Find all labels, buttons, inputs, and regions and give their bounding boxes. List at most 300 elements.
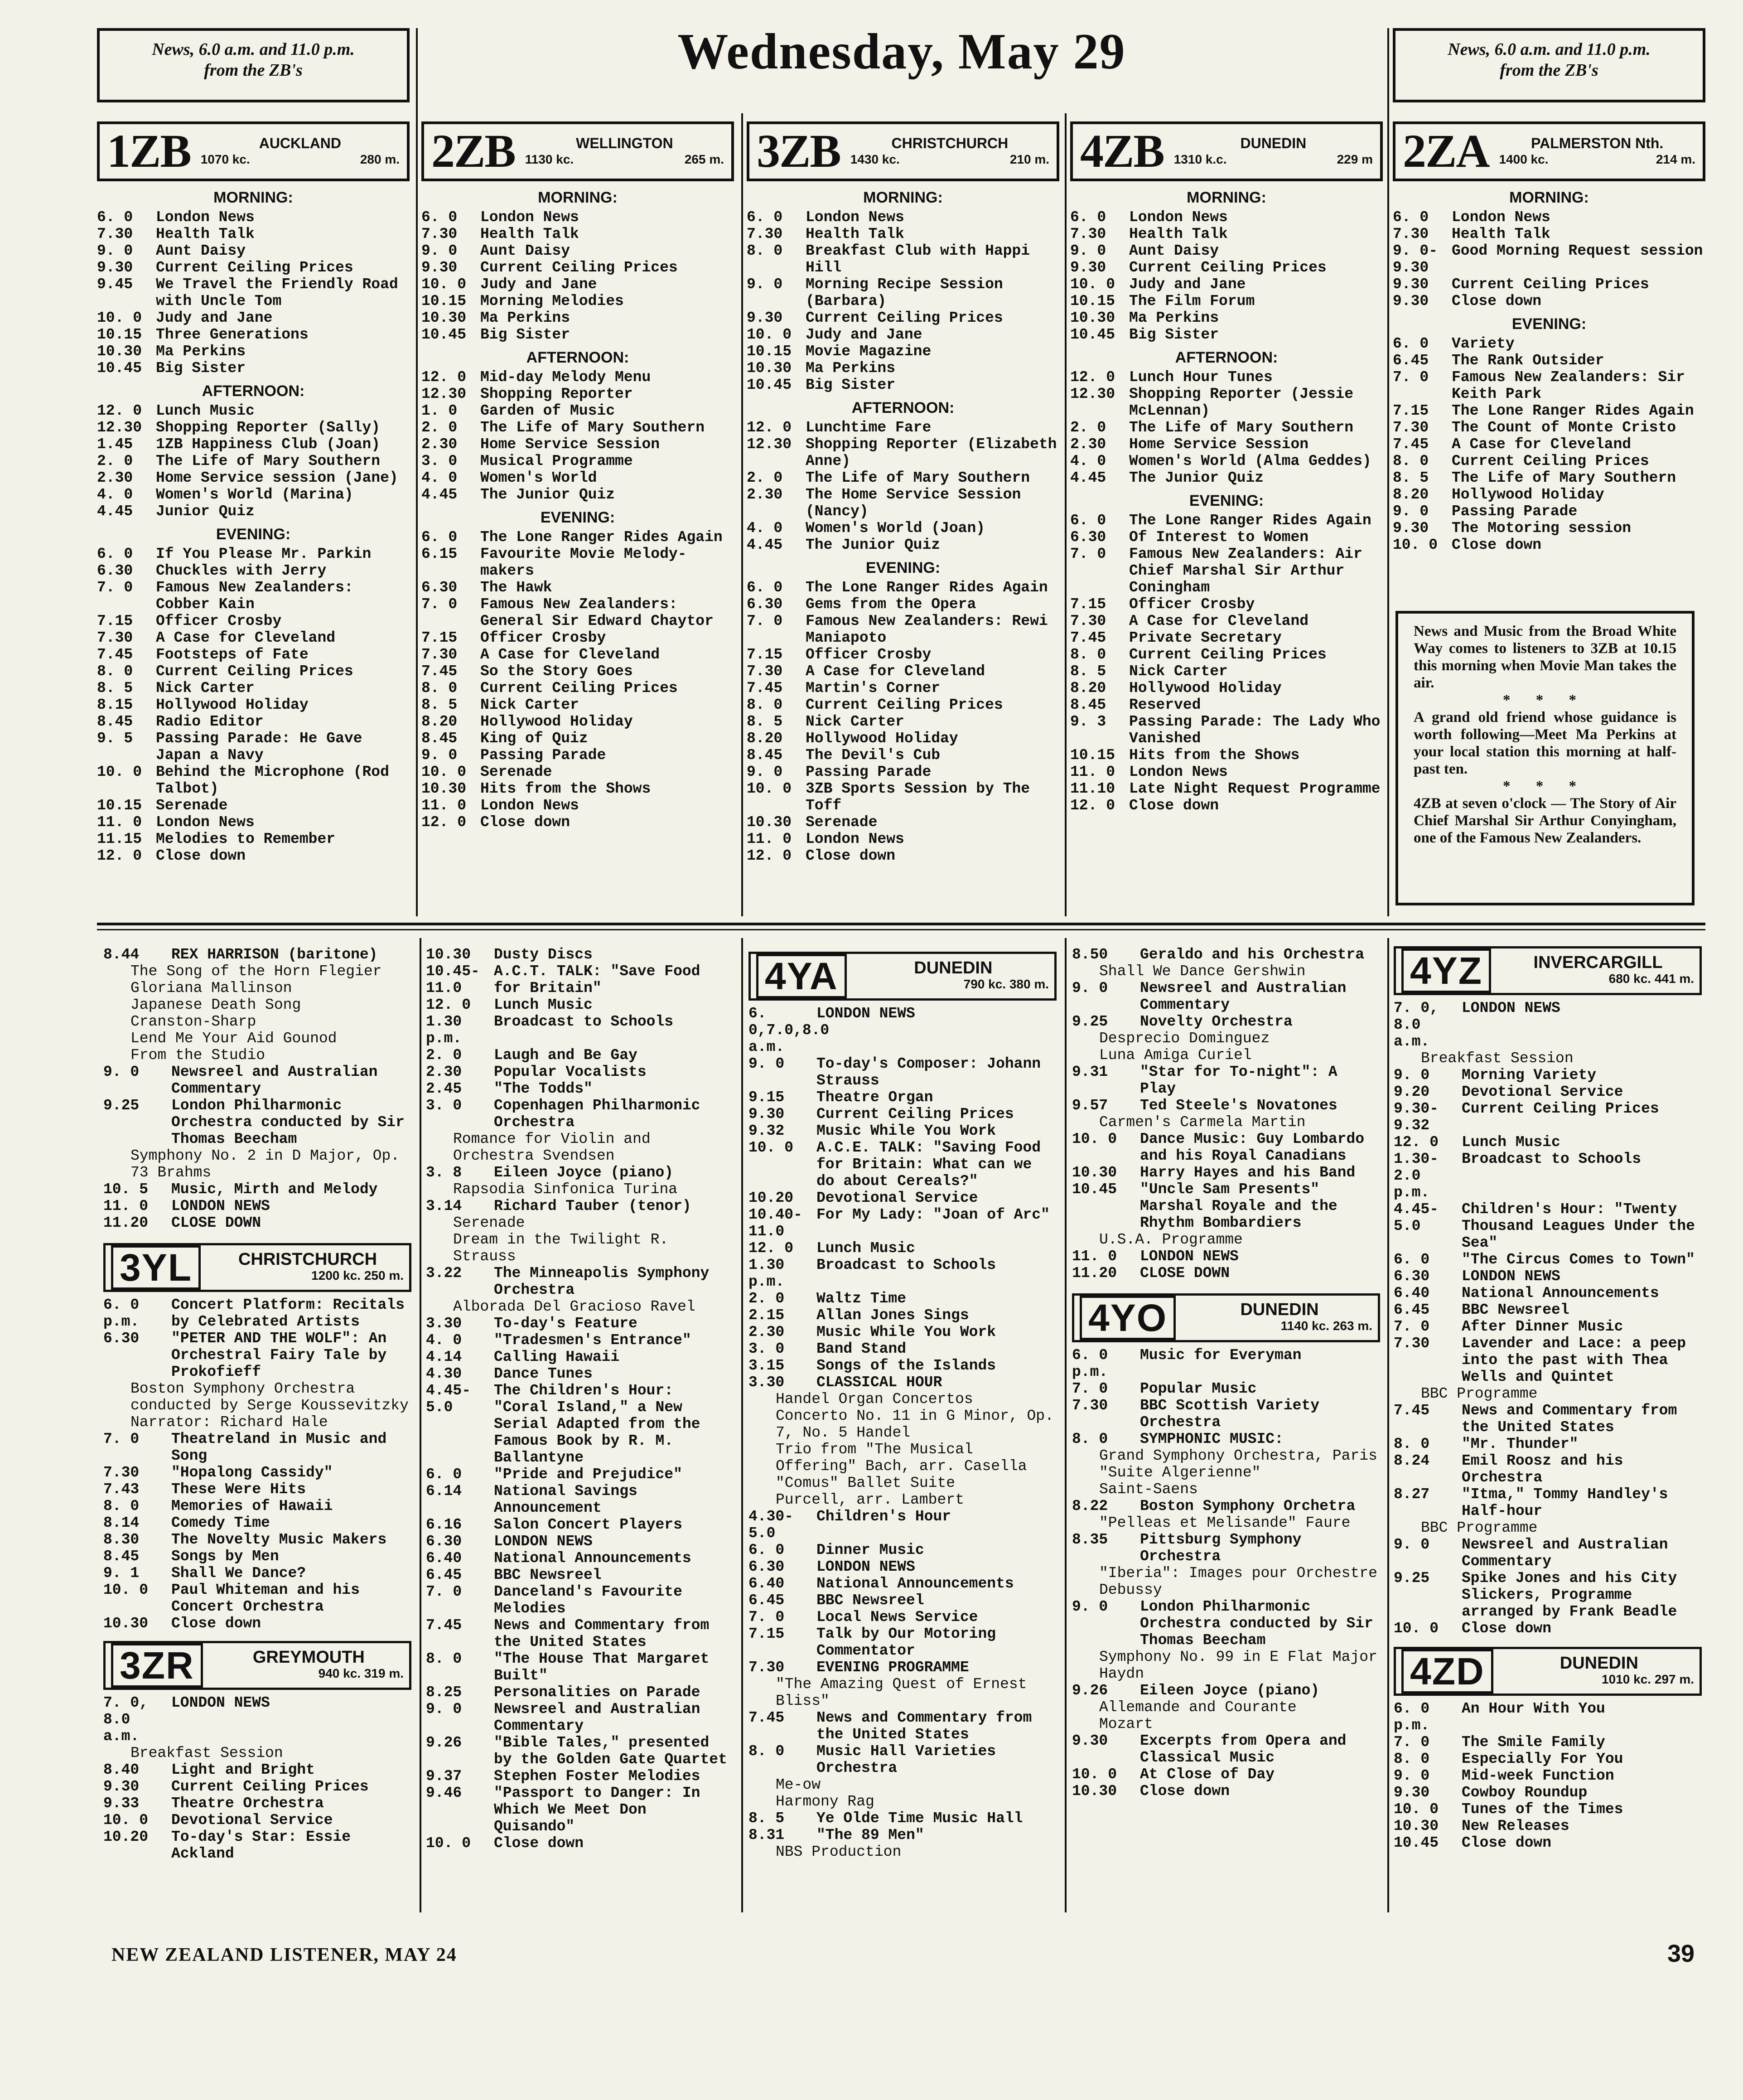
- programme-detail: Concerto No. 11 in G Minor, Op. 7, No. 5 Handel: [776, 1408, 1054, 1441]
- station-info: [858, 960, 1049, 992]
- programme-detail: Purcell, arr. Lambert: [776, 1491, 964, 1508]
- programme-detail: Cranston-Sharp: [130, 1013, 256, 1030]
- station-frequency: [201, 151, 400, 168]
- programme-time: 9.30: [1393, 293, 1429, 310]
- programme-detail: Japanese Death Song: [130, 997, 301, 1013]
- programme-detail: Rapsodia Sinfonica Turina: [453, 1181, 678, 1198]
- programme-time: 12. 0: [97, 847, 142, 864]
- station-info: [1174, 135, 1373, 168]
- programme-title: LONDON NEWS: [1462, 1268, 1560, 1285]
- programme-title: A Case for Cleveland: [1129, 613, 1309, 629]
- programme-row: [748, 1324, 1057, 1340]
- programme-time: 8.45: [97, 713, 133, 730]
- programme-time: 11.10: [1070, 780, 1115, 797]
- programme-row: [748, 1844, 1057, 1860]
- programme-title: Famous New Zealanders: Cobber Kain: [156, 579, 353, 613]
- programme-row: [1072, 1131, 1380, 1164]
- programme-time: 7. 0, 8.0 a.m.: [103, 1694, 149, 1745]
- programme-row: [747, 537, 1059, 553]
- programme-row: [748, 1626, 1057, 1659]
- programme-row: [747, 596, 1059, 613]
- programme-row: [103, 1297, 411, 1330]
- programme-time: 9.25: [1072, 1013, 1108, 1030]
- programme-title: The Junior Quiz: [806, 537, 941, 553]
- programme-detail: The Song of the Horn Flegier: [130, 963, 382, 980]
- programme-row: [426, 1198, 734, 1215]
- programme-time: 6.30: [97, 562, 133, 579]
- station-call-sign: 4YA: [756, 954, 847, 998]
- programme-time: 9. 0: [1072, 980, 1108, 997]
- programme-title: Tunes of the Times: [1462, 1801, 1623, 1818]
- programme-title: Memories of Hawaii: [171, 1498, 333, 1515]
- programme-row: [748, 1055, 1057, 1089]
- station-column-1zb: [97, 121, 410, 864]
- programme-time: 7.45: [1393, 436, 1429, 453]
- station-call-sign: 3YL: [111, 1245, 201, 1290]
- programme-title: Current Ceiling Prices: [806, 697, 1003, 713]
- programme-row: [1072, 1030, 1380, 1047]
- programme-row: [103, 1745, 411, 1761]
- programme-title: Morning Recipe Session (Barbara): [806, 276, 1003, 310]
- programme-row: [103, 1047, 411, 1064]
- programme-time: 9.30: [1393, 520, 1429, 537]
- programme-row: [97, 436, 410, 453]
- programme-time: 10.30: [103, 1615, 149, 1632]
- programme-time: 8. 5: [747, 713, 783, 730]
- programme-title: An Hour With You: [1462, 1700, 1605, 1717]
- programme-row: [103, 1615, 411, 1632]
- programme-title: News and Commentary from the United States: [494, 1617, 710, 1650]
- column-rule: [416, 28, 418, 916]
- programme-row: [1072, 946, 1380, 963]
- programme-title: Big Sister: [1129, 326, 1219, 343]
- station-info: [1499, 135, 1695, 168]
- programme-time: 9. 0: [748, 1055, 785, 1072]
- programme-title: Ma Perkins: [1129, 310, 1219, 326]
- programme-time: 6. 0: [426, 1466, 462, 1483]
- programme-row: [748, 1307, 1057, 1324]
- programme-title: "Mr. Thunder": [1462, 1436, 1579, 1452]
- programme-title: The Life of Mary Southern: [480, 419, 705, 436]
- programme-row: [103, 1829, 411, 1862]
- programme-row: [426, 1315, 734, 1332]
- programme-row: [97, 629, 410, 646]
- programme-row: [748, 1257, 1057, 1290]
- station-header-4zb: [1070, 121, 1383, 181]
- programme-title: The Life of Mary Southern: [1452, 469, 1676, 486]
- programme-row: [1072, 1347, 1380, 1380]
- programme-row: [97, 831, 410, 847]
- programme-title: Private Secretary: [1129, 629, 1282, 646]
- programme-title: Serenade: [156, 797, 228, 814]
- programme-row: [1394, 1620, 1702, 1637]
- station-frequency: 1200 kc. 250 m.: [311, 1268, 404, 1282]
- programme-time: 4.30-5.0: [748, 1508, 794, 1542]
- programme-title: Current Ceiling Prices: [816, 1106, 1014, 1123]
- programme-row: [426, 1617, 734, 1650]
- programme-title: Passing Parade: [1452, 503, 1578, 520]
- programme-time: 12.30: [97, 419, 142, 436]
- programme-row: [421, 402, 734, 419]
- programme-time: 10.45: [97, 360, 142, 377]
- programme-row: [1394, 1767, 1702, 1784]
- programme-time: 3.30: [426, 1315, 462, 1332]
- programme-row: [421, 814, 734, 831]
- programme-row: [748, 1089, 1057, 1106]
- spacer: [1072, 1342, 1380, 1347]
- programme-row: [1072, 1097, 1380, 1114]
- programme-row: [1393, 242, 1705, 276]
- programme-time: 8. 0: [421, 680, 458, 697]
- programme-time: 8.50: [1072, 946, 1108, 963]
- programme-row: [103, 1147, 411, 1181]
- station-tag-3yl: [103, 1243, 411, 1292]
- programme-title: Aunt Daisy: [1129, 242, 1219, 259]
- programme-row: [748, 1290, 1057, 1307]
- programme-title: Lunch Music: [156, 402, 255, 419]
- programme-title: National Announcements: [816, 1575, 1014, 1592]
- programme-row: [426, 1332, 734, 1349]
- programme-title: CLOSE DOWN: [171, 1215, 261, 1231]
- programme-title: Good Morning Request session: [1452, 242, 1703, 259]
- programme-row: [426, 1349, 734, 1365]
- programme-title: Serenade: [806, 814, 878, 831]
- station-header-1zb: [97, 121, 410, 181]
- programme-time: 6.40: [426, 1550, 462, 1567]
- programme-time: 6. 0: [1393, 335, 1429, 352]
- programme-row: [421, 780, 734, 797]
- programme-title: Shopping Reporter (Jessie McLennan): [1129, 386, 1354, 419]
- programme-time: 10. 0: [421, 276, 467, 293]
- programme-title: Home Service Session: [1129, 436, 1309, 453]
- programme-title: Home Service session (Jane): [156, 469, 398, 486]
- programme-row: [97, 310, 410, 326]
- programme-time: 7.45: [421, 663, 458, 680]
- programme-row: [748, 1793, 1057, 1810]
- programme-row: [748, 1709, 1057, 1743]
- column-rule: [741, 113, 743, 916]
- page-number: 39: [1667, 1940, 1695, 1967]
- programme-row: [1072, 1164, 1380, 1181]
- programme-title: Especially For You: [1462, 1751, 1623, 1767]
- programme-time: 11. 0: [1070, 764, 1115, 780]
- programme-row: [97, 697, 410, 713]
- programme-time: 10. 0: [103, 1812, 149, 1829]
- programme-title: SYMPHONIC MUSIC:: [1140, 1431, 1284, 1447]
- programme-title: Popular Music: [1140, 1380, 1257, 1397]
- news-box-left-line2: from the ZB's: [204, 61, 303, 80]
- programme-time: 10.15: [747, 343, 792, 360]
- programme-row: [426, 1181, 734, 1198]
- station-kc: 1070 kc.: [200, 152, 250, 166]
- programme-time: 10. 0: [103, 1582, 149, 1598]
- programme-row: [1072, 1498, 1380, 1515]
- programme-time: 6.30: [103, 1330, 140, 1347]
- programme-title: Current Ceiling Prices: [480, 259, 678, 276]
- programme-time: 8. 0: [747, 242, 783, 259]
- programme-time: 7. 0: [421, 596, 458, 613]
- programme-row: [1070, 764, 1383, 780]
- section-heading: EVENING:: [1511, 315, 1587, 333]
- programme-title: Officer Crosby: [480, 629, 606, 646]
- programme-row: [747, 847, 1059, 864]
- programme-time: 10.20: [748, 1190, 794, 1206]
- programme-row: [748, 1357, 1057, 1374]
- programme-title: Concert Platform: Recitals by Celebrated Artists: [171, 1297, 405, 1330]
- programme-row: [747, 646, 1059, 663]
- programme-detail: Shall We Dance Gershwin: [1099, 963, 1306, 980]
- section-divider: [97, 929, 1705, 930]
- station-frequency: [525, 151, 724, 168]
- station-city: PALMERSTON Nth.: [1531, 135, 1664, 151]
- programme-title: Aunt Daisy: [480, 242, 570, 259]
- programme-row: [97, 764, 410, 797]
- programme-row: [747, 697, 1059, 713]
- programme-title: Garden of Music: [480, 402, 615, 419]
- programme-title: The Life of Mary Southern: [806, 469, 1030, 486]
- programme-title: Comedy Time: [171, 1515, 270, 1531]
- programme-row: [1072, 1013, 1380, 1030]
- station-metres: 265 m.: [684, 152, 724, 166]
- programme-row: [748, 1240, 1057, 1257]
- programme-row: [748, 1776, 1057, 1793]
- programme-title: Broadcast to Schools: [1462, 1151, 1642, 1167]
- programme-row: [1393, 402, 1705, 419]
- programme-row: [1072, 1699, 1380, 1716]
- programme-row: [97, 360, 410, 377]
- programme-time: 6.14: [426, 1483, 462, 1500]
- programme-title: Judy and Jane: [806, 326, 922, 343]
- programme-time: 9.30: [421, 259, 458, 276]
- programme-row: [421, 546, 734, 579]
- station-column-2zb: [421, 121, 734, 831]
- programme-time: 8.27: [1394, 1486, 1430, 1503]
- section-heading: AFTERNOON:: [851, 399, 955, 416]
- programme-title: Close down: [1452, 293, 1542, 310]
- programme-time: 12. 0: [1070, 797, 1115, 814]
- programme-row: [1393, 436, 1705, 453]
- programme-title: Current Ceiling Prices: [1129, 259, 1327, 276]
- programme-time: 7.30: [1394, 1335, 1430, 1352]
- programme-title: Boston Symphony Orchetra: [1140, 1498, 1356, 1515]
- programme-time: 1.30 p.m.: [748, 1257, 785, 1290]
- programme-detail: Luna Amiga Curiel: [1099, 1047, 1252, 1064]
- programme-time: 9.30: [1072, 1732, 1108, 1749]
- programme-time: 10.45: [1394, 1834, 1439, 1851]
- programme-row: [747, 419, 1059, 436]
- programme-row: [97, 546, 410, 562]
- programme-time: 9.30-9.32: [1394, 1100, 1439, 1134]
- programme-row: [747, 579, 1059, 596]
- programme-title: Newsreel and Australian Commentary: [1140, 980, 1347, 1013]
- programme-row: [1070, 242, 1383, 259]
- programme-row: [747, 469, 1059, 486]
- programme-time: 8.20: [1070, 680, 1106, 697]
- programme-row: [421, 697, 734, 713]
- station-city: DUNEDIN: [1240, 1300, 1319, 1319]
- programme-title: London News: [806, 209, 904, 226]
- programme-title: National Announcements: [1462, 1285, 1659, 1302]
- programme-title: The Lone Ranger Rides Again: [1129, 512, 1371, 529]
- programme-title: Nick Carter: [480, 697, 579, 713]
- station-info: [212, 1251, 404, 1284]
- programme-title: Music While You Work: [816, 1324, 996, 1340]
- programme-row: [748, 1340, 1057, 1357]
- programme-title: LONDON NEWS: [1140, 1248, 1239, 1265]
- programme-title: Pittsburg Symphony Orchestra: [1140, 1531, 1302, 1565]
- programme-time: 11. 0: [97, 814, 142, 831]
- programme-detail: Symphony No. 99 in E Flat Major Haydn: [1099, 1649, 1377, 1682]
- programme-row: [426, 1483, 734, 1516]
- station-info: [201, 135, 400, 168]
- programme-time: 10.40-11.0: [748, 1206, 802, 1240]
- programme-title: Laugh and Be Gay: [494, 1047, 637, 1064]
- programme-detail: BBC Programme: [1421, 1519, 1538, 1536]
- programme-title: Morning Melodies: [480, 293, 624, 310]
- programme-row: [421, 730, 734, 747]
- programme-row: [747, 326, 1059, 343]
- programme-title: Excerpts from Opera and Classical Music: [1140, 1732, 1347, 1766]
- programme-row: [1394, 1486, 1702, 1519]
- programme-row: [1072, 1114, 1380, 1131]
- programme-title: A.C.E. TALK: "Saving Food for Britain: What can we do about Cereals?": [816, 1139, 1041, 1190]
- lower-list-4ya: [748, 1005, 1057, 1860]
- programme-title: Nick Carter: [1129, 663, 1228, 680]
- programme-title: Richard Tauber (tenor): [494, 1198, 691, 1215]
- programme-row: [97, 503, 410, 520]
- programme-time: 9.46: [426, 1785, 462, 1801]
- station-metres: 229 m: [1337, 152, 1373, 166]
- programme-row: [1072, 1783, 1380, 1800]
- programme-row: [103, 1548, 411, 1565]
- programme-row: [1070, 646, 1383, 663]
- programme-row: [1394, 1734, 1702, 1751]
- programme-detail: "Pelleas et Melisande" Faure: [1099, 1515, 1351, 1531]
- spacer: [103, 1231, 411, 1243]
- programme-title: Paul Whiteman and his Concert Orchestra: [171, 1582, 360, 1615]
- programme-time: 6.30: [747, 596, 783, 613]
- station-city: WELLINGTON: [576, 135, 673, 151]
- programme-title: "The Todds": [494, 1080, 593, 1097]
- programme-row: [421, 596, 734, 629]
- programme-row: [1072, 1766, 1380, 1783]
- programme-row: [1072, 1397, 1380, 1431]
- programme-row: [1394, 1302, 1702, 1318]
- programme-title: Current Ceiling Prices: [1129, 646, 1327, 663]
- programme-row: [426, 1516, 734, 1533]
- programme-title: Copenhagen Philharmonic Orchestra: [494, 1097, 700, 1131]
- programme-row: [426, 1382, 734, 1466]
- programme-title: Talk by Our Motoring Commentator: [816, 1626, 996, 1659]
- programme-title: Hollywood Holiday: [806, 730, 958, 747]
- programme-row: [748, 1558, 1057, 1575]
- programme-time: 8. 0: [748, 1743, 785, 1760]
- programme-time: 9.15: [748, 1089, 785, 1106]
- programme-title: "The Circus Comes to Town": [1462, 1251, 1695, 1268]
- programme-title: Music While You Work: [816, 1123, 996, 1139]
- programme-title: National Announcements: [494, 1550, 691, 1567]
- programme-row: [1070, 680, 1383, 697]
- programme-time: 2. 0: [748, 1290, 785, 1307]
- programme-row: [748, 1676, 1057, 1709]
- programme-title: Danceland's Favourite Melodies: [494, 1583, 682, 1617]
- programme-time: 10.30: [1070, 310, 1115, 326]
- programme-row: [421, 386, 734, 402]
- programme-title: News and Commentary from the United States: [816, 1709, 1032, 1743]
- programme-time: 10. 0: [97, 764, 142, 780]
- programme-time: 8. 5: [1070, 663, 1106, 680]
- programme-title: Theatre Orchestra: [171, 1795, 324, 1812]
- programme-row: [748, 1659, 1057, 1676]
- programme-time: 8.45: [421, 730, 458, 747]
- programme-row: [103, 1215, 411, 1231]
- programme-row: [426, 1365, 734, 1382]
- programme-row: [1072, 1248, 1380, 1265]
- programme-time: 6.45: [1394, 1302, 1430, 1318]
- lower-list-3zr: [103, 1694, 411, 1862]
- programme-row: [747, 242, 1059, 276]
- programme-row: [426, 1533, 734, 1550]
- programme-title: LONDON NEWS: [494, 1533, 593, 1550]
- programme-row: [747, 343, 1059, 360]
- programme-time: 8.22: [1072, 1498, 1108, 1515]
- programme-time: 8. 0: [103, 1498, 140, 1515]
- programme-title: "Tradesmen's Entrance": [494, 1332, 691, 1349]
- programme-title: Lunch Music: [1462, 1134, 1560, 1151]
- programme-row: [1072, 1598, 1380, 1649]
- station-frequency: 1140 kc. 263 m.: [1280, 1319, 1372, 1333]
- lower-list-col4: [1072, 946, 1380, 1282]
- station-tag-4yo: [1072, 1293, 1380, 1342]
- programme-time: 10. 0: [1072, 1131, 1117, 1147]
- programme-time: 9. 0: [1393, 503, 1429, 520]
- programme-title: Behind the Microphone (Rod Talbot): [156, 764, 389, 797]
- station-info: [1504, 1655, 1694, 1688]
- programme-row: [421, 469, 734, 486]
- programme-row: [426, 1835, 734, 1852]
- programme-title: Lunch Music: [816, 1240, 915, 1257]
- programme-title: Passing Parade: The Lady Who Vanished: [1129, 713, 1381, 747]
- programme-row: [103, 1431, 411, 1464]
- programme-time: 4.14: [426, 1349, 462, 1365]
- programme-title: To-day's Star: Essie Ackland: [171, 1829, 351, 1862]
- programme-title: The Count of Monte Cristo: [1452, 419, 1676, 436]
- station-header-2zb: [421, 121, 734, 181]
- programme-row: [426, 1097, 734, 1131]
- programme-row: [1394, 1134, 1702, 1151]
- section-heading: MORNING:: [1509, 189, 1589, 206]
- programme-time: 7.30: [1393, 419, 1429, 436]
- programme-title: Women's World (Joan): [806, 520, 985, 537]
- programme-list: [1393, 189, 1705, 553]
- programme-title: Shopping Reporter (Elizabeth Anne): [806, 436, 1057, 469]
- programme-row: [426, 1215, 734, 1231]
- spacer: [1072, 1282, 1380, 1293]
- programme-title: Allan Jones Sings: [816, 1307, 969, 1324]
- programme-time: 9. 0: [747, 764, 783, 780]
- programme-title: The Junior Quiz: [1129, 469, 1264, 486]
- programme-detail: Harmony Rag: [776, 1793, 874, 1810]
- programme-detail: Allemande and Courante: [1099, 1699, 1297, 1716]
- programme-time: 9.32: [748, 1123, 785, 1139]
- programme-row: [1394, 1784, 1702, 1801]
- programme-time: 9.37: [426, 1768, 462, 1785]
- programme-title: Musical Programme: [480, 453, 633, 469]
- programme-row: [1394, 1436, 1702, 1452]
- programme-title: Health Talk: [806, 226, 904, 242]
- programme-row: [1070, 697, 1383, 713]
- lower-column-4: [1072, 946, 1380, 1800]
